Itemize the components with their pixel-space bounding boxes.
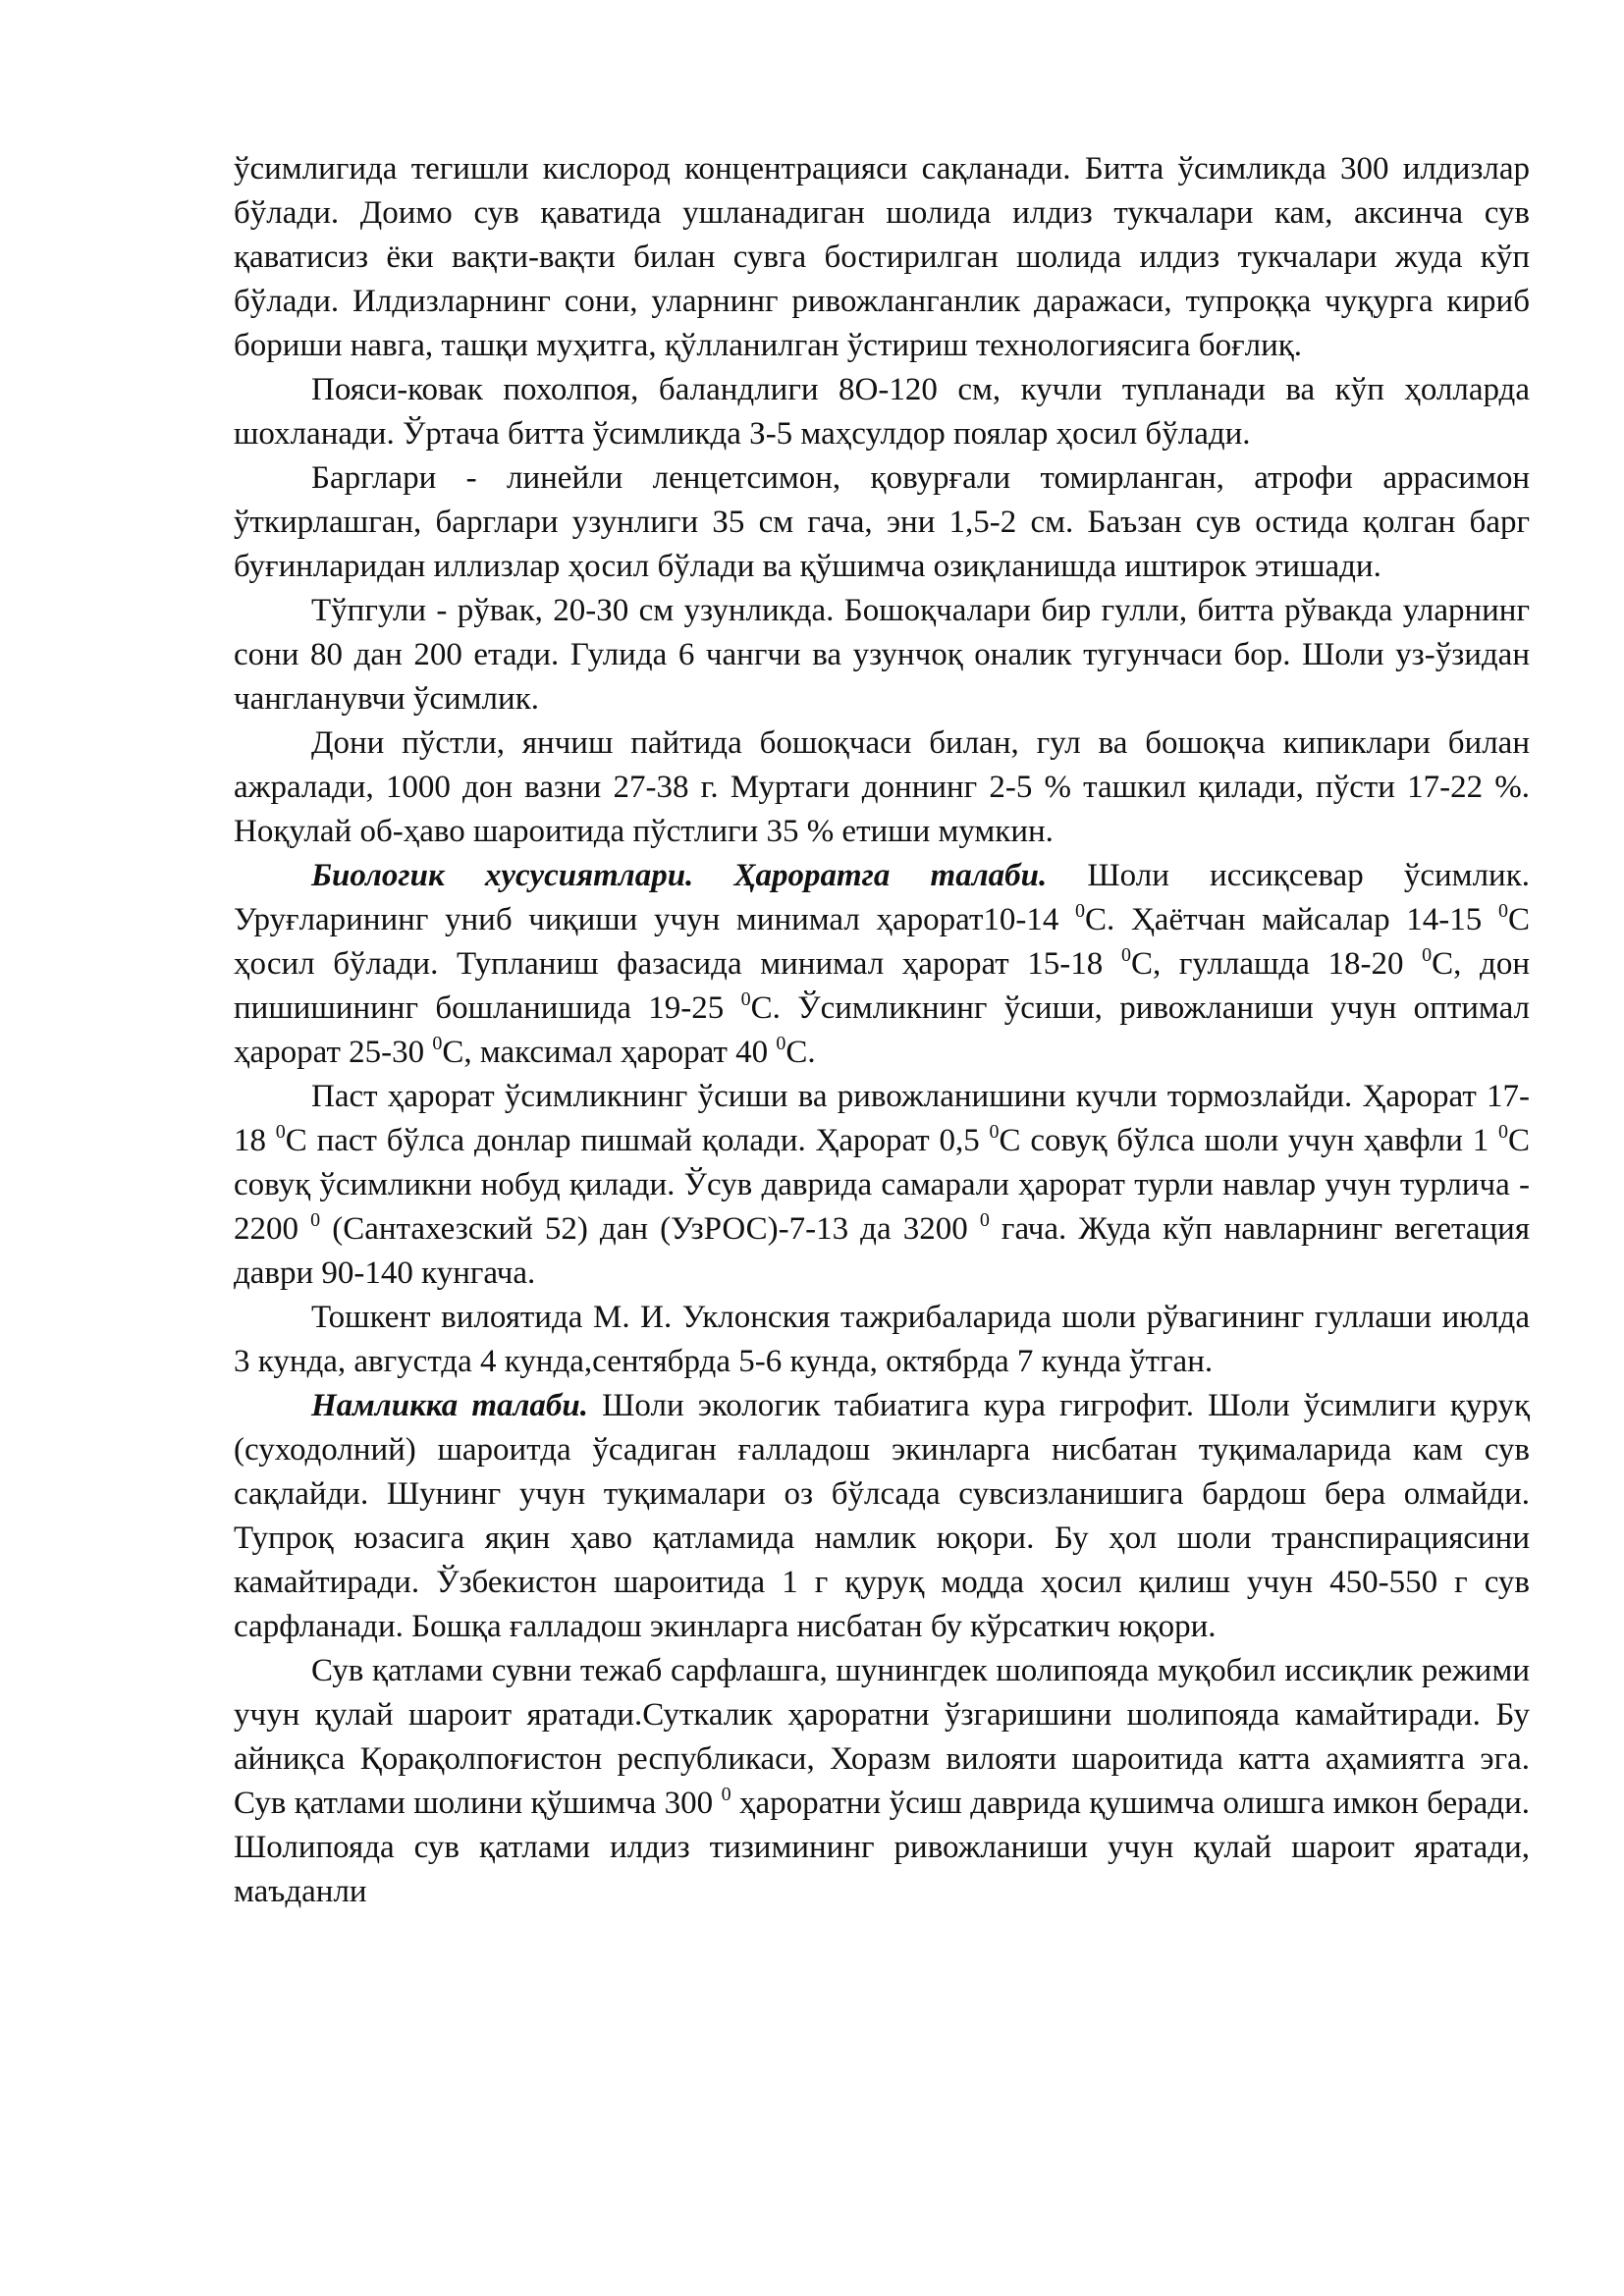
paragraph bbox=[234, 1649, 1530, 1914]
degree-superscript: 0 bbox=[1075, 900, 1086, 922]
text-run: (Сантахезский 52) дан (УзРОС)-7-13 да 3200 bbox=[320, 1211, 980, 1247]
text-run: гача. Жуда кўп навларнинг вегетация даври 90-140 кунгача. bbox=[234, 1211, 1531, 1291]
text-run: ўсимлигида тегишли кислород концентрацияси сақланади. Битта ўсимликда 300 илдизлар бўлади. Доимо сув қаватида ушланадиган шолида илдиз тукчалари кам, аксинча сув қаватисиз ёки вақти-вақти билан сувга бостирилган шолида илдиз тукчалари жуда кўп бўлади. Илдизларнинг сони, уларнинг ривожланганлик даражаси, тупроққа чуқурга кириб бориши навга, ташқи муҳитга, қўлланилган ўстириш технологиясига боғлиқ. bbox=[234, 151, 1530, 363]
text-run: Тўпгули - рўвак, 20-З0 см узунликда. Бошоқчалари бир гулли, битта рўвакда уларнинг сони 80 дан 200 етади. Гулида 6 чангчи ва узунчоқ оналик тугунчаси бор. Шоли уз-ўзидан чангланувчи ўсимлик. bbox=[234, 593, 1530, 717]
section-heading-bold bbox=[311, 1388, 588, 1423]
paragraph bbox=[234, 1075, 1530, 1296]
text-run: ҳароратни ўсиш даврида қушимча олишга имкон беради. Шолипояда сув қатлами илдиз тизимининг ривожланиши учун қулай шароит яратади, маъданли bbox=[234, 1786, 1530, 1909]
text-run: С. Ҳаётчан майсалар 14-15 bbox=[1085, 902, 1498, 937]
text-run: Дони пўстли, янчиш пайтида бошоқчаси билан, гул ва бошоқча кипиклари билан ажралади, 1000 дон вазни 27-38 г. Муртаги доннинг 2-5 % ташкил қилади, пўсти 17-22 %. Ноқулай об-ҳаво шароитида пўстлиги 35 % етиши мумкин. bbox=[234, 725, 1530, 849]
paragraph bbox=[234, 589, 1530, 721]
text-run: С, гуллашда 18-20 bbox=[1130, 946, 1423, 982]
text-run: Шоли экологик табиатига кура гигрофит. Шоли ўсимлиги қуруқ (суходолний) шароитда ўсадиган ғалладош экинларга нисбатан туқималарида кам сув сақлайди. Шунинг учун туқималари оз бўлсада сувсизланишига бардош бера олмайди. Тупроқ юзасига яқин ҳаво қатламида намлик юқори. Бу ҳол шоли транспирациясини камайтиради. Ўзбекистон шароитида 1 г қуруқ модда ҳосил қилиш учун 450-550 г сув сарфланади. Бошқа ғалладош экинларга нисбатан бу кўрсаткич юқори. bbox=[234, 1388, 1531, 1644]
text-run: С, дон пишишининг бошланишида 19-25 bbox=[234, 946, 1530, 1026]
degree-superscript: 0 bbox=[721, 1784, 731, 1805]
paragraph bbox=[234, 854, 1530, 1075]
text-run: Пояси-ковак похолпоя, баландлиги 8О-120 см, кучли тупланади ва кўп ҳолларда шохланади. Ўртача битта ўсимликда З-5 маҳсулдор поялар ҳосил бўлади. bbox=[234, 372, 1530, 452]
degree-superscript: 0 bbox=[310, 1209, 321, 1231]
section-heading-bold bbox=[311, 858, 1047, 893]
paragraph bbox=[234, 1384, 1530, 1649]
document-page bbox=[234, 147, 1530, 1914]
degree-superscript: 0 bbox=[1497, 900, 1508, 922]
text-run: С ҳосил бўлади. Тупланиш фазасида минимал ҳарорат 15-18 bbox=[234, 902, 1530, 982]
text-run: Шоли иссиқсевар ўсимлик. Уруғларининг униб чиқиши учун минимал ҳарорат10-14 bbox=[234, 858, 1530, 937]
degree-superscript: 0 bbox=[432, 1033, 443, 1054]
text-run: С паст бўлса донлар пишмай қолади. Ҳарорат 0,5 bbox=[285, 1123, 990, 1158]
text-run: С. bbox=[785, 1035, 816, 1070]
degree-superscript: 0 bbox=[776, 1033, 786, 1054]
section-heading: Биологик хусусиятлари. Ҳароратга талаби. bbox=[311, 858, 1048, 893]
text-run: Барглари - линейли ленцетсимон, қовурғали томирланган, атрофи аррасимон ўткирлашган, барглари узунлиги З5 см гача, эни 1,5-2 см. Баъзан сув остида қолган барг буғинларидан иллизлар ҳосил бўлади ва қўшимча озиқланишда иштирок этишади. bbox=[234, 460, 1530, 584]
text-run: С совуқ бўлса шоли учун ҳавфли 1 bbox=[999, 1123, 1498, 1158]
degree-superscript: 0 bbox=[1497, 1121, 1508, 1143]
degree-superscript: 0 bbox=[989, 1121, 1000, 1143]
paragraph bbox=[234, 721, 1530, 854]
degree-superscript: 0 bbox=[1422, 944, 1433, 966]
text-run: Паст ҳарорат ўсимликнинг ўсиши ва ривожланишини кучли тормозлайди. Ҳарорат 17-18 bbox=[234, 1079, 1530, 1158]
paragraph bbox=[234, 1296, 1530, 1384]
degree-superscript: 0 bbox=[275, 1121, 286, 1143]
text-run: Сув қатлами сувни тежаб сарфлашга, шунингдек шолипояда муқобил иссиқлик режими учун қулай шароит яратади.Суткалик ҳароратни ўзгаришини шолипояда камайтиради. Бу айниқса Қорақолпоғистон республикаси, Хоразм вилояти шароитида катта аҳамиятга эга. Сув қатлами шолини қўшимча 300 bbox=[234, 1653, 1530, 1821]
degree-superscript: 0 bbox=[740, 988, 751, 1010]
text-run: С, максимал ҳарорат 40 bbox=[442, 1035, 777, 1070]
degree-superscript: 0 bbox=[1120, 944, 1131, 966]
section-heading: Намликка талаби. bbox=[311, 1388, 588, 1423]
text-run: С совуқ ўсимликни нобуд қилади. Ўсув даврида самарали ҳарорат турли навлар учун турлича - 2200 bbox=[234, 1123, 1530, 1247]
paragraph bbox=[234, 147, 1530, 368]
degree-superscript: 0 bbox=[979, 1209, 990, 1231]
text-run: С. Ўсимликнинг ўсиши, ривожланиши учун оптимал ҳарорат 25-30 bbox=[234, 990, 1530, 1070]
text-run: Тошкент вилоятида М. И. Уклонския тажрибаларида шоли рўвагининг гуллаши июлда 3 кунда, августда 4 кунда,сентябрда 5-6 кунда, октябрда 7 кунда ўтган. bbox=[234, 1300, 1530, 1379]
paragraph bbox=[234, 368, 1530, 456]
paragraph bbox=[234, 456, 1530, 589]
